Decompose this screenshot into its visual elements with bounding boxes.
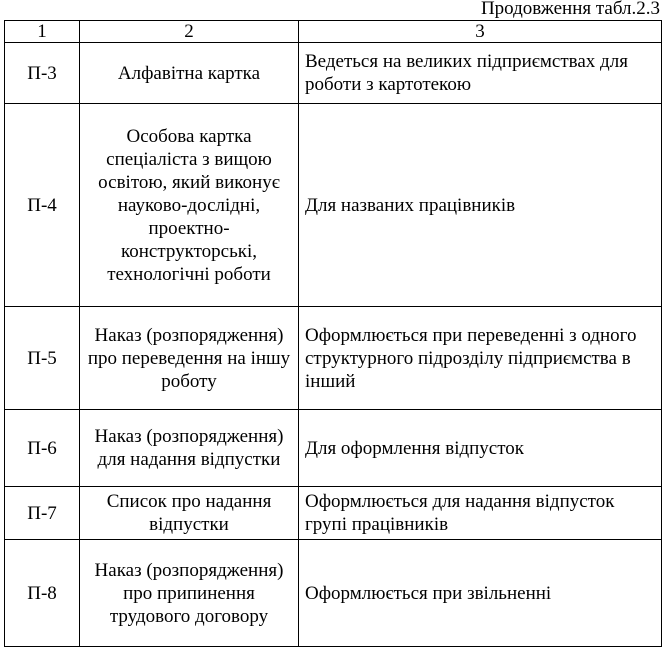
form-code: П-6 — [5, 410, 80, 487]
form-name: Наказ (розпорядження) для надання відпустки — [80, 410, 299, 487]
table-row — [5, 540, 662, 647]
form-code: П-8 — [5, 540, 80, 647]
form-code: П-5 — [5, 307, 80, 410]
form-name: Наказ (розпорядження) про переведення на іншу роботу — [80, 307, 299, 410]
form-name: Список про надання відпустки — [80, 487, 299, 540]
table-caption: Продовження табл.2.3 — [480, 0, 660, 19]
column-header-1: 1 — [5, 21, 80, 43]
table-row — [5, 43, 662, 104]
table-header-row — [5, 21, 662, 43]
form-description: Ведеться на великих підприємствах для роботи з картотекою — [299, 43, 662, 104]
table-row — [5, 307, 662, 410]
form-name: Алфавітна картка — [80, 43, 299, 104]
form-code: П-3 — [5, 43, 80, 104]
forms-table — [4, 20, 662, 647]
form-description: Для оформлення відпусток — [299, 410, 662, 487]
form-name: Наказ (розпорядження) про припинення трудового договору — [80, 540, 299, 647]
table-row — [5, 104, 662, 307]
form-description: Для названих працівників — [299, 104, 662, 307]
table-row — [5, 410, 662, 487]
form-name: Особова картка спеціаліста з вищою освітою, який виконує науково-дослідні, проектно-конструкторські, технологічні роботи — [80, 104, 299, 307]
column-header-2: 2 — [80, 21, 299, 43]
form-code: П-4 — [5, 104, 80, 307]
table-row — [5, 487, 662, 540]
form-code: П-7 — [5, 487, 80, 540]
column-header-3: 3 — [299, 21, 662, 43]
form-description: Оформлюється при звільненні — [299, 540, 662, 647]
form-description: Оформлюється для надання відпусток групі працівників — [299, 487, 662, 540]
form-description: Оформлюється при переведенні з одного структурного підрозділу підприємства в інший — [299, 307, 662, 410]
